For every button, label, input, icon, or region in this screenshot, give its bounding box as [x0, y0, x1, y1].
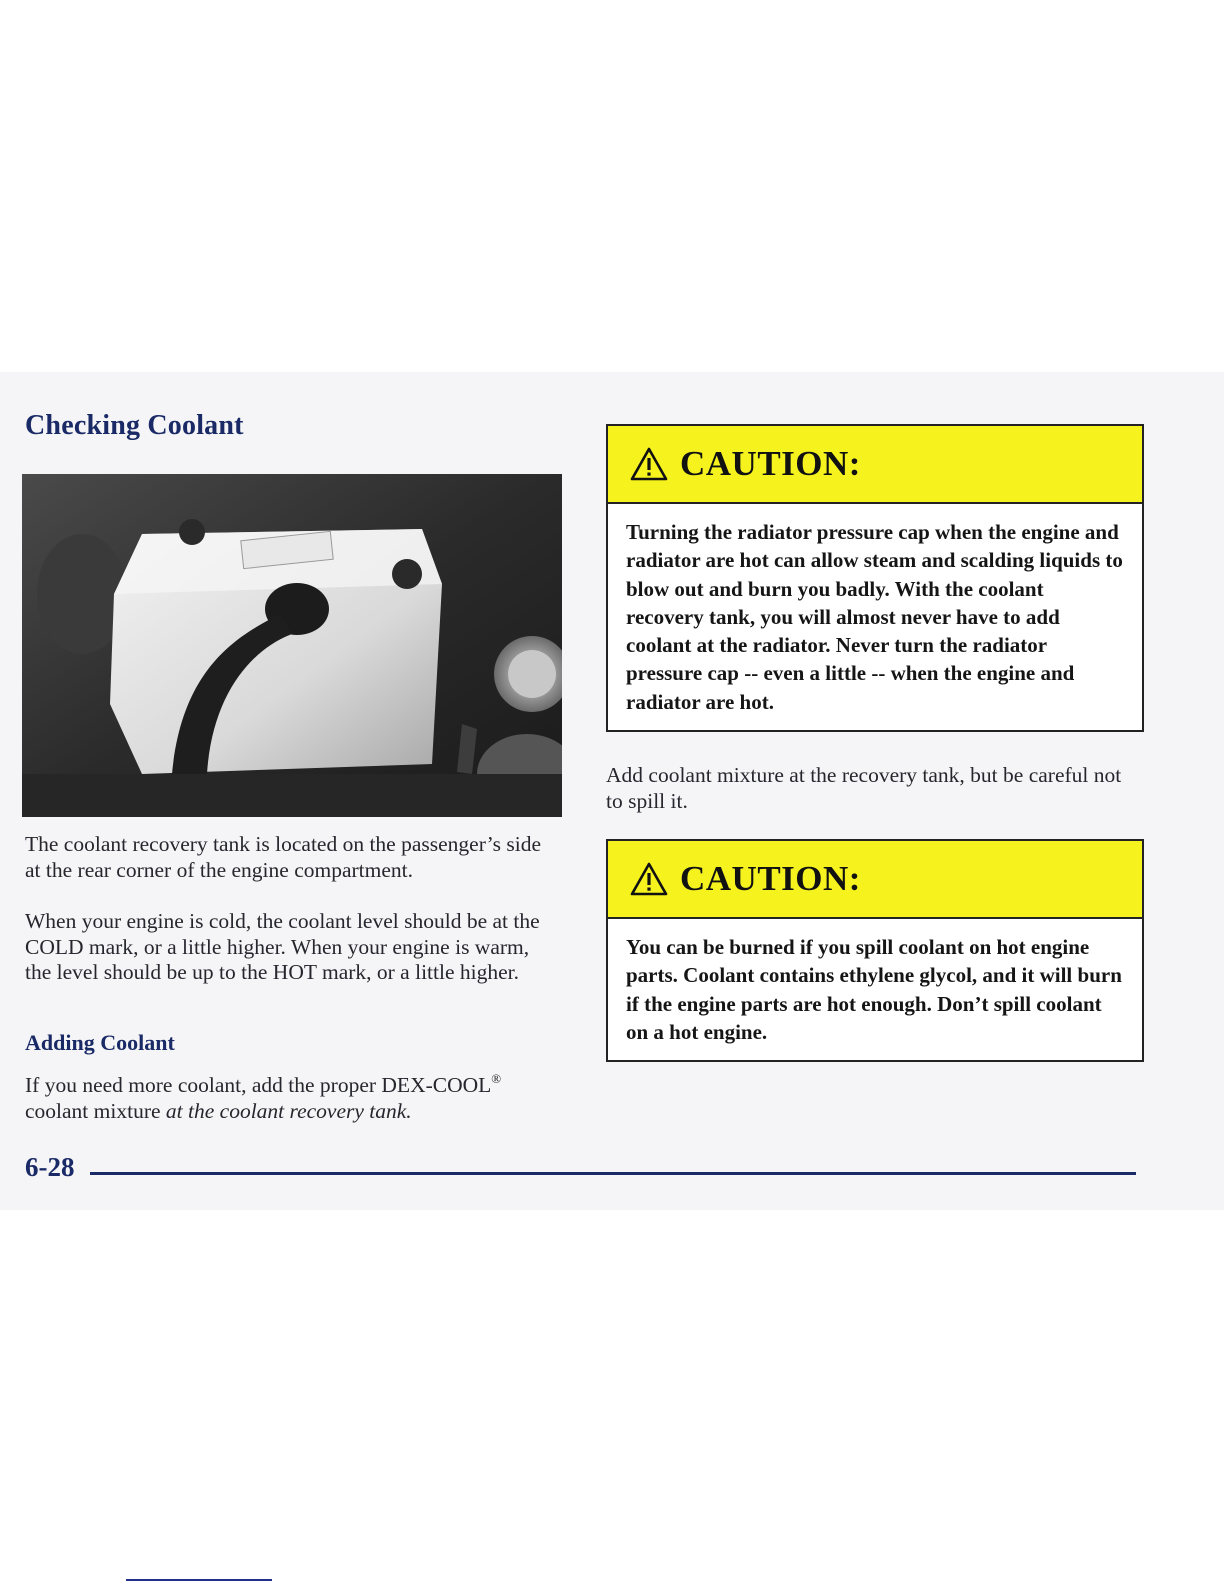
adding-coolant-text-italic: at the coolant recovery tank.: [165, 1098, 412, 1123]
caution-header: [608, 841, 1142, 919]
page-number: 6-28: [25, 1152, 75, 1182]
registered-mark: ®: [491, 1071, 502, 1086]
warning-triangle-icon: [630, 447, 668, 481]
caution-body-text: You can be burned if you spill coolant on hot engine parts. Coolant contains ethylene glycol, and it will burn if the engine parts are hot enough. Don’t spill coolant on a hot engine.: [626, 935, 1122, 1044]
caution-header: [608, 426, 1142, 504]
adding-coolant-text: [25, 1066, 565, 1124]
coolant-tank-photo: [22, 474, 562, 817]
coolant-level-text: When your engine is cold, the coolant level should be at the COLD mark, or a little higher. When your engine is warm, the level should be up to the HOT mark, or a little higher.: [25, 909, 540, 984]
caution-box-burn-hazard: [606, 839, 1144, 1062]
caution-title: CAUTION:: [680, 444, 861, 483]
adding-coolant-text-start: If you need more coolant, add the proper DEX-COOL: [25, 1073, 492, 1097]
caution-box-radiator-cap: [606, 424, 1144, 732]
add-coolant-text: Add coolant mixture at the recovery tank, but be careful not to spill it.: [606, 763, 1122, 813]
adding-coolant-text-cont: coolant mixture: [25, 1098, 166, 1123]
bottom-rule: [126, 1579, 272, 1581]
footer-rule: [90, 1172, 1136, 1175]
section-title: Checking Coolant: [25, 410, 244, 441]
adding-coolant-heading: Adding Coolant: [25, 1030, 175, 1055]
tank-location-text: The coolant recovery tank is located on the passenger’s side at the rear corner of the engine compartment.: [25, 832, 542, 882]
caution-title: CAUTION:: [680, 859, 861, 898]
warning-triangle-icon: [630, 862, 668, 896]
caution-body-text: Turning the radiator pressure cap when the engine and radiator are hot can allow steam and scalding liquids to blow out and burn you badly. With the coolant recovery tank, you will almost never have to add coolant at the radiator. Never turn the radiator pressure cap -- even a little -- when the engine and radiator are hot.: [626, 520, 1123, 714]
